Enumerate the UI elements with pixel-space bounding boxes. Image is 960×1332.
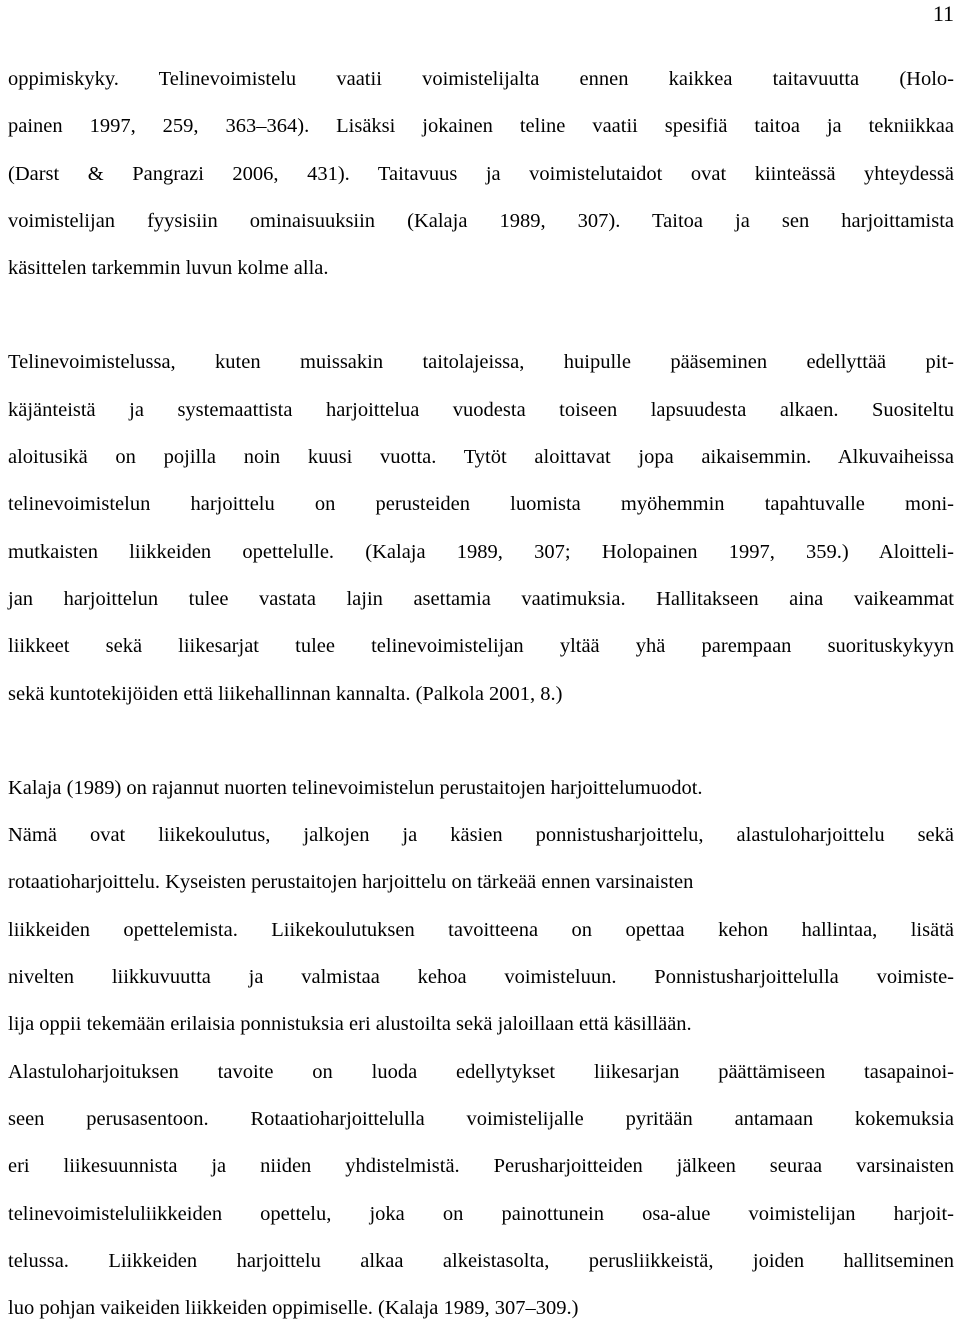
- text-line: liikkeiden opettelemista. Liikekoulutuksen tavoitteena on opettaa kehon hallintaa, lisätä: [8, 918, 954, 941]
- paragraph-3: [8, 765, 954, 1332]
- text-line: luo pohjan vaikeiden liikkeiden oppimiselle. (Kalaja 1989, 307–309.): [8, 1297, 579, 1320]
- text-line: käsittelen tarkemmin luvun kolme alla.: [8, 257, 329, 280]
- paragraph-gap: [8, 718, 954, 765]
- text-line: seen perusasentoon. Rotaatioharjoittelulla voimistelijalle pyritään antamaan kokemuksia: [8, 1107, 954, 1130]
- text-line: sekä kuntotekijöiden että liikehallinnan kannalta. (Palkola 2001, 8.): [8, 682, 563, 705]
- text-line: telinevoimistelun harjoittelu on perusteiden luomista myöhemmin tapahtuvalle moni-: [8, 493, 954, 516]
- text-line: telinevoimisteluliikkeiden opettelu, joka on painottunein osa-alue voimistelijan harjoit-: [8, 1202, 954, 1225]
- text-line: Kalaja (1989) on rajannut nuorten telinevoimistelun perustaitojen harjoittelumuodot.: [8, 776, 703, 799]
- text-line: oppimiskyky. Telinevoimistelu vaatii voimistelijalta ennen kaikkea taitavuutta (Holo-: [8, 68, 954, 90]
- text-line: lija oppii tekemään erilaisia ponnistuksia eri alustoilta sekä jaloillaan että käsillään.: [8, 1013, 692, 1036]
- text-line: telussa. Liikkeiden harjoittelu alkaa alkeistasolta, perusliikkeistä, joiden hallitseminen: [8, 1249, 954, 1272]
- text-line: käjänteistä ja systemaattista harjoittelua vuodesta toiseen lapsuudesta alkaen. Suositeltu: [8, 398, 954, 421]
- document-page: [8, 56, 954, 1332]
- text-line: jan harjoittelun tulee vastata lajin asettamia vaatimuksia. Hallitakseen aina vaikeammat: [8, 587, 954, 610]
- page-number: 11: [932, 1, 954, 26]
- paragraph-2: [8, 339, 954, 717]
- text-line: aloitusikä on pojilla noin kuusi vuotta. Tytöt aloittavat jopa aikaisemmin. Alkuvaiheissa: [8, 446, 954, 469]
- paragraph-1: [8, 56, 954, 292]
- text-line: Nämä ovat liikekoulutus, jalkojen ja käsien ponnistusharjoittelu, alastuloharjoittelu sekä: [8, 824, 954, 847]
- text-line: liikkeet sekä liikesarjat tulee telinevoimistelijan yltää yhä parempaan suorituskykyyn: [8, 635, 954, 658]
- paragraph-gap: [8, 292, 954, 339]
- text-line: mutkaisten liikkeiden opettelulle. (Kalaja 1989, 307; Holopainen 1997, 359.) Aloitteli-: [8, 540, 954, 563]
- text-line: voimistelijan fyysisiin ominaisuuksiin (Kalaja 1989, 307). Taitoa ja sen harjoittamista: [8, 209, 954, 232]
- text-line: nivelten liikkuvuutta ja valmistaa kehoa voimisteluun. Ponnistusharjoittelulla voimiste-: [8, 966, 954, 989]
- text-line: (Darst & Pangrazi 2006, 431). Taitavuus ja voimistelutaidot ovat kiinteässä yhteydessä: [8, 162, 954, 185]
- text-line: rotaatioharjoittelu. Kyseisten perustaitojen harjoittelu on tärkeää ennen varsinaisten: [8, 871, 694, 894]
- text-line: Telinevoimistelussa, kuten muissakin taitolajeissa, huipulle pääseminen edellyttää pit-: [8, 351, 954, 374]
- text-line: eri liikesuunnista ja niiden yhdistelmistä. Perusharjoitteiden jälkeen seuraa varsinaisten: [8, 1155, 954, 1178]
- text-line: painen 1997, 259, 363–364). Lisäksi jokainen teline vaatii spesifiä taitoa ja tekniikkaa: [8, 115, 954, 138]
- text-line: Alastuloharjoituksen tavoite on luoda edellytykset liikesarjan päättämiseen tasapainoi-: [8, 1060, 954, 1083]
